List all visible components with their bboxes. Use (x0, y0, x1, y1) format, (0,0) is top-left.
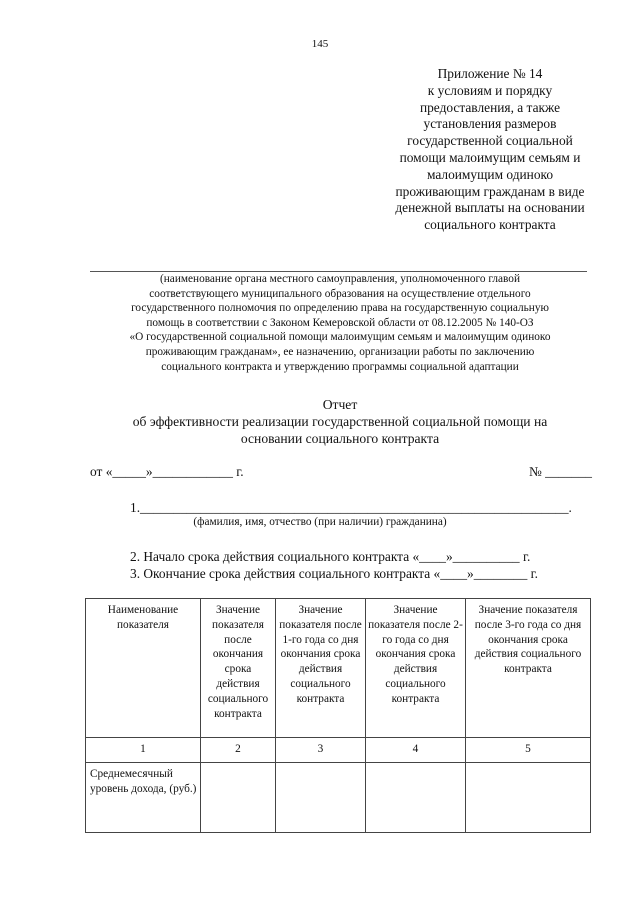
number-cell: 4 (366, 738, 466, 763)
header-cell: Наименование показателя (86, 599, 201, 738)
item-2-start: 2. Начало срока действия социального контракта «____»__________ г. (130, 549, 531, 564)
value-cell (466, 763, 591, 833)
org-caption-line: помощь в соответствии с Законом Кемеровской области от 08.12.2005 № 140-ОЗ (146, 316, 534, 329)
indicator-table (85, 598, 591, 833)
title-line: Отчет (322, 397, 358, 412)
indicator-cell: Среднемесячный уровень дохода, (руб.) (86, 763, 201, 833)
appendix-line: проживающим гражданам в виде (395, 183, 585, 199)
org-caption-line: государственного полномочия по определению права на государственную социальную (131, 302, 549, 315)
appendix-line: малоимущим одиноко (426, 166, 554, 182)
org-caption-line: проживающим гражданам», ее назначению, организации работы по заключению (145, 345, 535, 358)
org-caption-line: «О государственной социальной помощи малоимущим семьям и малоимущим одиноко (129, 331, 551, 344)
org-caption-line: соответствующего муниципального образования на осуществление отдельного (149, 287, 531, 300)
item-1-name: 1.________________________________________________________________. (130, 500, 572, 515)
value-cell (201, 763, 276, 833)
table-header-row (86, 599, 591, 738)
header-cell: Значение показателя после 1-го года со дня окончания срока действия социального контракта (276, 599, 366, 738)
org-caption-line: социального контракта и утверждению программы социальной адаптации (161, 360, 519, 373)
value-cell (276, 763, 366, 833)
table-row (86, 763, 591, 833)
page-number: 145 (311, 38, 329, 50)
org-caption-line: (наименование органа местного самоуправления, уполномоченного главой (160, 273, 520, 285)
item-3-end: 3. Окончание срока действия социального контракта «____»________ г. (130, 566, 538, 581)
number-field: № _______ (529, 464, 592, 479)
appendix-line: государственной социальной (407, 133, 573, 149)
appendix-line: помощи малоимущим семьям и (399, 149, 581, 165)
date-field: от «_____»____________ г. (90, 464, 244, 479)
header-cell: Значение показателя после окончания срока действия социального контракта (201, 599, 276, 738)
number-cell: 5 (466, 738, 591, 763)
appendix-line: к условиям и порядку (427, 82, 553, 98)
item-1-caption: (фамилия, имя, отчество (при наличии) гражданина) (193, 516, 447, 528)
number-cell: 2 (201, 738, 276, 763)
value-cell (366, 763, 466, 833)
title-line: основании социального контракта (240, 431, 440, 446)
report-title (80, 396, 600, 447)
header-cell: Значение показателя после 2-го года со дня окончания срока действия социального контракта (366, 599, 466, 738)
number-cell: 1 (86, 738, 201, 763)
table-number-row (86, 738, 591, 763)
appendix-block (370, 66, 610, 234)
appendix-line: предоставления, а также (419, 99, 561, 115)
header-cell: Значение показателя после 3-го года со дня окончания срока действия социального контракта (466, 599, 591, 738)
title-line: об эффективности реализации государственной социальной помощи на (132, 414, 548, 429)
number-cell: 3 (276, 738, 366, 763)
appendix-line: Приложение № 14 (437, 66, 543, 81)
appendix-line: социального контракта (424, 217, 556, 233)
appendix-line: денежной выплаты на основании (395, 200, 585, 216)
appendix-line: установления размеров (423, 116, 557, 132)
org-caption (80, 272, 600, 374)
